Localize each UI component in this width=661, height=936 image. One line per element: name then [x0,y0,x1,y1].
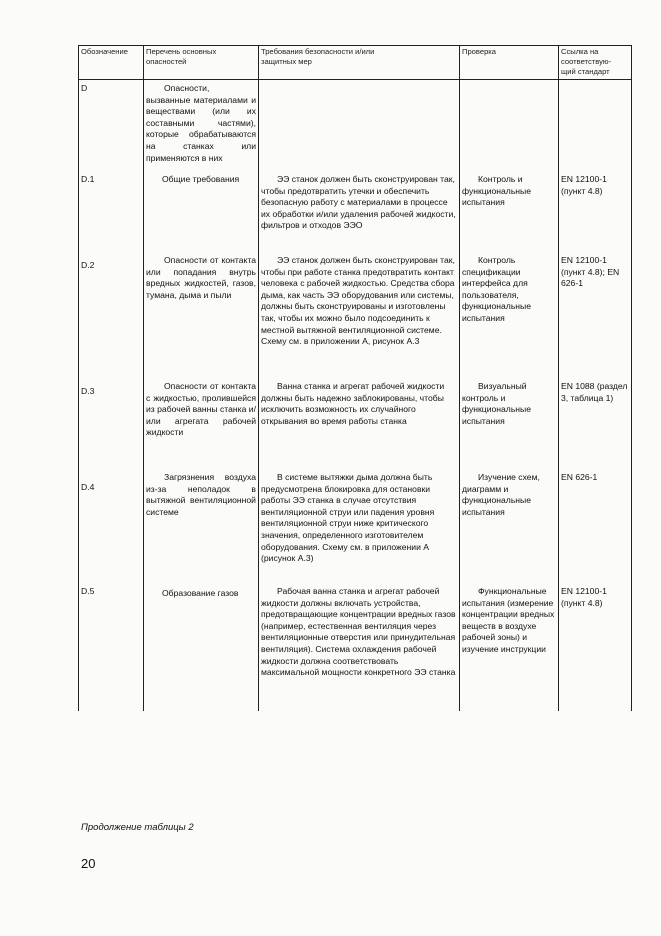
row-code: D [81,83,88,93]
header-requirements: Требования безопасности и/или защитных мер [261,47,375,66]
row-requirement: ЭЭ станок должен быть сконструирован так, чтобы при работе станка предотвратить контакт человека с рабочей жидкостью. Средства сбора дыма, как часть ЭЭ оборудования или системы, должны быть сконструированы и изготовлены так, чтобы их можно было подсоединить к местной вытяжной вентиляционной системе. Схему см. в приложении А, рисунок А.3 [261,255,455,347]
row-hazard: Опасности от контакта с жидкостью, пролившейся из рабочей ванны станка и/или агрегата рабочей жидкости [146,381,256,438]
row-standard: EN 1088 (раздел 3, таблица 1) [561,381,628,403]
row-standard: EN 626-1 [561,472,598,482]
header-designation: Обозначение [81,47,128,56]
row-check: Визуальный контроль и функциональные испытания [462,381,531,426]
row-requirement: Ванна станка и агрегат рабочей жидкости должны быть надежно заблокированы, чтобы исключить возможность их случайного открывания во время работы станка [261,381,445,426]
row-code: D.3 [81,386,95,396]
page-number: 20 [81,856,96,871]
header-hazards: Перечень основных опасностей [146,47,217,66]
row-standard: EN 12100-1 (пункт 4.8); EN 626-1 [561,255,620,289]
row-code: D.4 [81,482,95,492]
header-standard: Ссылка на соответствую-щий стандарт [561,47,612,76]
row-hazard: Опасности, вызванные материалами и веществами (или их составными частями), которые обрабатываются на станках или применяются в них [146,83,256,163]
row-requirement: В системе вытяжки дыма должна быть предусмотрена блокировка для остановки работы ЭЭ станка в случае отсутствия вентиляционной струи или падения уровня вентиляционной струи ниже критического значения, определенного изготовителем оборудования. Схему см. в приложении А (рисунок А.3) [261,472,435,564]
row-code: D.5 [81,586,95,596]
row-hazard: Общие требования [162,174,240,184]
row-requirement: ЭЭ станок должен быть сконструирован так, чтобы предотвратить утечки и обеспечить безопасную работу с материалами в процессе их обработки и/или удаления рабочей жидкости, фильтров и отходов ЭЭО [261,174,456,231]
row-code: D.1 [81,174,95,184]
row-check: Контроль спецификации интерфейса для пользователя, функциональные испытания [462,255,531,323]
row-hazard: Загрязнения воздуха из-за неполадок в вытяжной вентиляционной системе [146,472,256,517]
row-code: D.2 [81,260,95,270]
header-verification: Проверка [462,47,497,56]
row-requirement: Рабочая ванна станка и агрегат рабочей жидкости должны включать устройства, предотвращающие концентрации вредных газов (например, естественная вентиляция через вентиляционные отверстия или принудительная вентиляция). Система охлаждения рабочей жидкости должна соответствовать максимальной мощности конкретного ЭЭ станка [261,586,456,678]
row-standard: EN 12100-1 (пункт 4.8) [561,174,607,196]
row-hazard: Опасности от контакта или попадания внутрь вредных жидкостей, газов, тумана, дыма и пыли [146,255,256,300]
row-check: Контроль и функциональные испытания [462,174,531,208]
row-standard: EN 12100-1 (пункт 4.8) [561,586,607,608]
row-hazard: Образование газов [162,588,239,598]
row-check: Функциональные испытания (измерение концентрации вредных веществ в воздухе рабочей зоны) и изучение инструкции [462,586,555,654]
table-continuation-caption: Продолжение таблицы 2 [81,822,194,833]
row-check: Изучение схем, диаграмм и функциональные испытания [462,472,540,517]
